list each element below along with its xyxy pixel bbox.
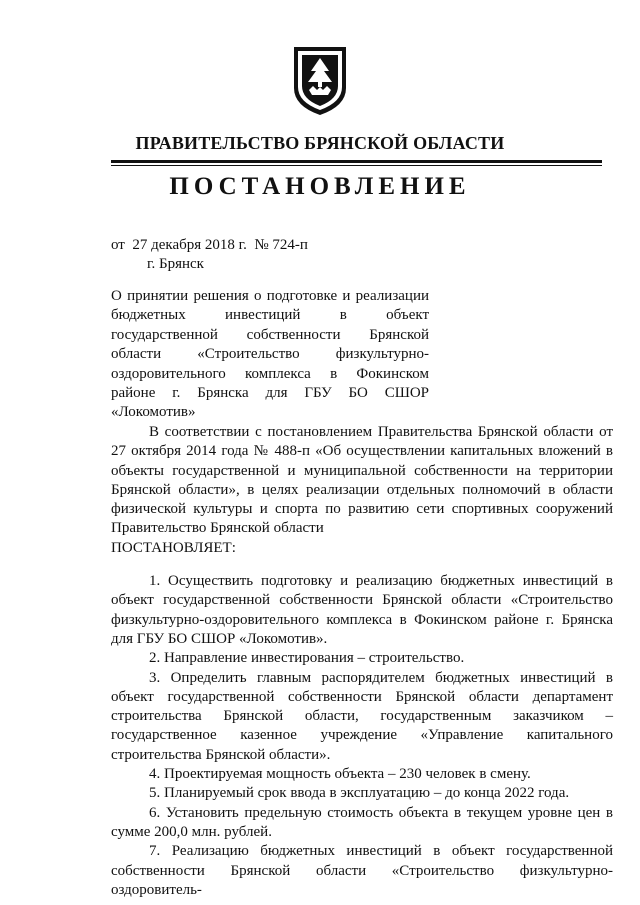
- date-and-number: от 27 декабря 2018 г. № 724-п: [111, 237, 308, 253]
- item-5: 5. Планируемый срок ввода в эксплуатацию – до конца 2022 года.: [149, 785, 570, 802]
- item-7: 7. Реализацию бюджетных инвестиций в объект государственной собственности Брянской области «Строительство физкультурно-оздоровитель-: [111, 843, 613, 898]
- document-type: ПОСТАНОВЛЕНИЕ: [169, 173, 471, 200]
- preamble-paragraph: В соответствии с постановлением Правительства Брянской области от 27 октября 2014 года № 488-п «Об осуществлении капитальных вложений в объекты государственной и муниципальной собственности на территории Брянской области», в целях реализации отдельных полномочий в области физической культуры и спорта по развитию сети спортивных сооружений Правительство Брянской области: [111, 424, 613, 537]
- city-name: г. Брянск: [147, 256, 204, 272]
- header-rule-thin: [111, 165, 602, 166]
- header-rule-thick: [111, 160, 602, 163]
- government-name: ПРАВИТЕЛЬСТВО БРЯНСКОЙ ОБЛАСТИ: [135, 133, 505, 153]
- item-4: 4. Проектируемая мощность объекта – 230 человек в смену.: [149, 766, 531, 783]
- document-body: [111, 423, 613, 900]
- resolves-heading: ПОСТАНОВЛЯЕТ:: [111, 539, 236, 556]
- item-1: 1. Осуществить подготовку и реализацию бюджетных инвестиций в объект государственной собственности Брянской области «Строительство физкультурно-оздоровительного комплекса в Фокинском районе г. Брянска для ГБУ БО СШОР «Локомотив».: [111, 573, 613, 647]
- item-3: 3. Определить главным распорядителем бюджетных инвестиций в объект государственной собственности Брянской области департамент строительства Брянской области, государственным заказчиком – государственное казенное учреждение «Управление капитального строительства Брянской области».: [111, 669, 613, 763]
- coat-of-arms-icon: [290, 44, 350, 118]
- item-6: 6. Установить предельную стоимость объекта в текущем уровне цен в сумме 200,0 млн. рублей.: [111, 804, 613, 840]
- document-subject: О принятии решения о подготовке и реализации бюджетных инвестиций в объект государственной собственности Брянской области «Строительство физкультурно-оздоровительного комплекса в Фокинском районе г. Брянска для ГБУ БО СШОР «Локомотив»: [111, 288, 429, 421]
- item-2: 2. Направление инвестирования – строительство.: [149, 650, 465, 667]
